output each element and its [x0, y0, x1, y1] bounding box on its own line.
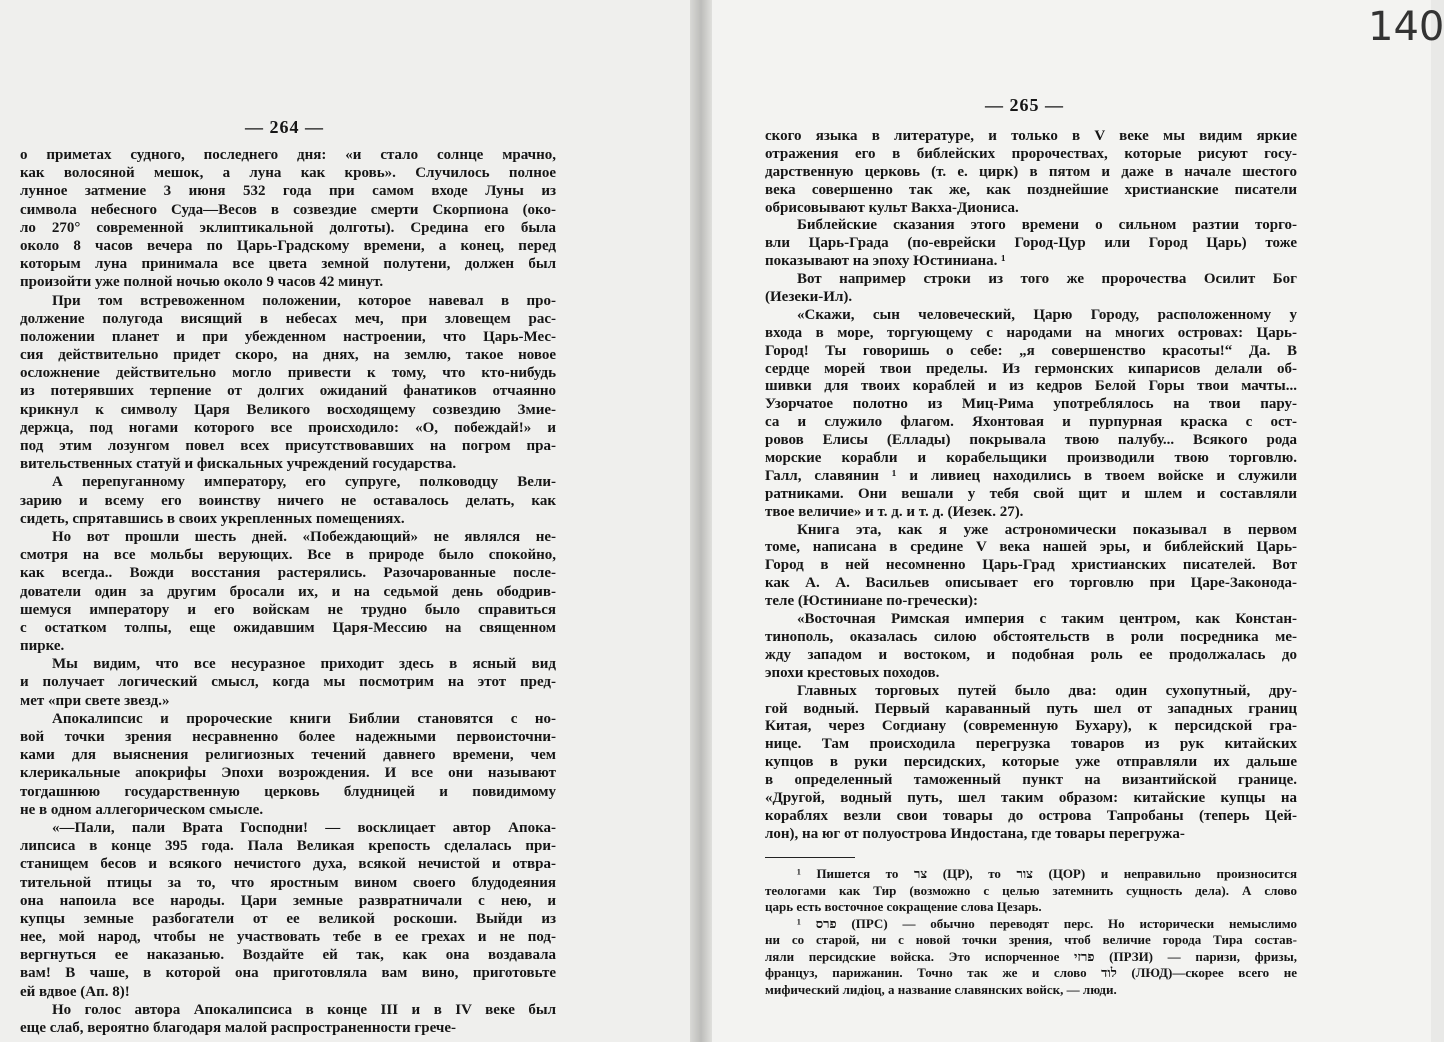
text-line: вли Царь-Града (по-еврейски Город-Цур или Город Царь) тоже [765, 235, 1297, 252]
text-line: Узорчатое полотно из Миц-Рима употреблялось на твои пару- [765, 396, 1297, 413]
text-line: Город! Ты говоришь о себе: „я совершенство красоты!“ Да. В [765, 342, 1297, 359]
text-line: под этим лозунгом повел всех присутствовавших на погром пра- [20, 438, 556, 454]
text-line: шемуся императору и его войскам не трудно было справиться [20, 601, 556, 618]
text-line: с остатком толпы, еще ожидавшим Царя-Мессию на священном [20, 619, 556, 636]
handwritten-page-mark: 140 [1368, 4, 1444, 50]
footnote-rule [765, 857, 855, 858]
text-line: вой точки зрения несравненно более надежными первоисточни- [20, 729, 556, 745]
text-line: в определенный таможенный пункт на византийской границе. [765, 772, 1297, 789]
text-line: При том встревоженном положении, которое навевал в про- [52, 292, 556, 309]
text-line: мет «при свете звезд.» [20, 692, 170, 709]
text-line: вительственных статуй и фискальных учреждений государства. [20, 456, 457, 473]
text-line: вам! В чаше, в которой она приготовляла вам вино, приготовьте [20, 965, 556, 982]
text-line: морские корабли и корабельщики производили твою торговлю. [765, 450, 1297, 467]
text-line: века совершенно так же, как позднейшие христианские писатели [765, 181, 1297, 198]
text-line: ни со старой, ни с новой точки зрения, чтоб величие города Тира состав- [765, 932, 1297, 947]
text-line: ¹ Пишется то צר (ЦР), то צור (ЦОР) и неправильно произносится [797, 866, 1297, 881]
left-page-text [20, 146, 556, 1037]
text-line: зарию и всему его воинству ничего не оставалось делать, как [20, 492, 556, 509]
text-line: Мы видим, что все несуразное приходит здесь в ясный вид [52, 656, 556, 673]
text-line: тительной птицы за то, что яростным вином своего блудодеяния [20, 874, 556, 891]
text-line: держца, под ногами которого все происходило: «О, побеждай!» и [20, 419, 556, 436]
text-line: как А. А. Васильев описывает его торговлю при Царе-Законода- [765, 575, 1297, 592]
text-line: эпохи крестовых походов. [765, 664, 940, 681]
text-line: отражения его в библейских пророчествах, которые рисуют госу- [765, 145, 1297, 162]
text-line: дователи один за другим бросали их, и на седьмой день ободрив- [20, 583, 556, 600]
text-line: о приметах судного, последнего дня: «и стало солнце мрачно, [20, 147, 556, 163]
text-line: Книга эта, как я уже астрономически показывал в первом [797, 521, 1297, 538]
text-line: Город в ней несомненно Царь-Град христианских писателей. Вот [765, 557, 1297, 574]
text-line: ¹ פרס (ПРС) — обычно переводят перс. Но исторически немыслимо [797, 915, 1297, 931]
text-line: «Восточная Римская империя с таким центром, как Констан- [797, 611, 1297, 628]
text-line: твое величие» и т. д. и т. д. (Иезек. 27). [765, 503, 1024, 520]
text-line: Вот например строки из того же пророчества Осилит Бог [797, 271, 1297, 288]
text-line: ло 270° современной эклиптикальной долготы). Средина его была [20, 219, 556, 236]
text-line: А перепуганному императору, его супруге, полководцу Вели- [52, 474, 556, 491]
text-line: сидеть, спрятавшись в своих укрепленных помещениях. [20, 510, 405, 527]
text-line: не в одном аллегорическом смысле. [20, 801, 264, 818]
text-line: ратниками. Они вешали у тебя свой щит и шлем и составляли [765, 485, 1297, 502]
text-line: нее, мой народ, чтобы не участвовать тебе в ее грехах и не под- [20, 929, 556, 946]
text-line: лунное затмение 3 июня 532 года при самом входе Луны из [20, 183, 556, 200]
text-line: станищем бесов и всякого нечистого духа, всякой нечистой и отвра- [20, 856, 556, 873]
text-line: ей вдвое (Ап. 8)! [20, 983, 130, 1000]
text-line: (Иезеки-Ил). [765, 289, 853, 306]
text-line: жду западом и востоком, и подобная роль ее продолжалась до [765, 646, 1297, 663]
text-line: тинополь, оказалась силою обстоятельств в роли посредника ме- [765, 628, 1297, 645]
text-line: теологами как Тир (возможно с целью затемнить сущность дела). А слово [765, 882, 1297, 898]
footnotes [765, 866, 1297, 998]
text-line: тогдашнюю государственную церковь блудницей и повидимому [20, 783, 556, 800]
text-line: са и служило флагом. Яхонтовая и пурпурная краска с ост- [765, 414, 1297, 431]
text-line: пирке. [20, 638, 65, 655]
text-line: из потерявших терпение от долгих ожиданий фанатиков отчаянно [20, 383, 556, 400]
text-line: Но голос автора Апокалипсиса в конце III и в IV веке был [52, 1001, 556, 1018]
text-line: ровов Елисы (Еллады) покрывала твою палубу... Всякого рода [765, 432, 1297, 449]
text-line: Апокалипсис и пророческие книги Библии становятся с но- [52, 710, 556, 727]
text-line: Главных торговых путей было два: один сухопутный, дру- [797, 682, 1297, 699]
text-line: лон), на юг от полуострова Индостана, где товары перегружа- [765, 825, 1185, 842]
text-line: Но вот прошли шесть дней. «Побеждающий» не являлся не- [52, 528, 556, 545]
page-number-left: — 264 — [245, 117, 324, 137]
text-line: «—Пали, пали Врата Господни! — восклицает автор Апока- [52, 819, 556, 836]
text-line: царь есть восточное сокращение слова Цезарь. [765, 899, 1042, 914]
text-line: купцы земные разбогатели от ее великой роскоши. Выйди из [20, 910, 556, 927]
text-line: нице. Там происходила перегрузка товаров из рук китайских [765, 736, 1297, 753]
text-line: ского языка в литературе, и только в V веке мы видим яркие [765, 128, 1297, 144]
text-line: показывают на эпоху Юстиниана. ¹ [765, 253, 1006, 270]
text-line: мифический лидiоц, а название славянских войск, — люди. [765, 981, 1117, 997]
text-line: вергнуться ее наказанью. Воздайте ей так, как она воздавала [20, 947, 556, 964]
text-line: шивки для твоих кораблей и из кедров Белой Горы твои мачты... [765, 378, 1297, 395]
book-gutter [690, 0, 712, 1042]
text-line: Галл, славянин ¹ и ливиец находились в твоем войске и служили [765, 467, 1297, 484]
text-line: гой водный. Первый караванный путь шел от западных границ [765, 700, 1297, 717]
text-line: ляли персидские войска. Это испорченное פרזי (ПРЗИ) — паризи, фризы, [765, 948, 1297, 964]
text-line: произойти уже полной ночью около 9 часов 42 минут. [20, 274, 384, 291]
page-number-right: — 265 — [985, 95, 1064, 115]
text-line: обрисовывают культ Вакха-Диониса. [765, 199, 1019, 216]
text-line: и получает логический смысл, когда мы посмотрим на этот пред- [20, 674, 556, 691]
text-line: смотря на все мольбы верующих. Все в природе было спокойно, [20, 547, 556, 564]
text-line: положении планет и при убежденном настроении, что Царь-Мес- [20, 328, 556, 345]
text-line: купцов в руки персидских, которые уже отправляли их дальше [765, 754, 1297, 771]
text-line: крикнул к символу Царя Великого восходящему созвездию Змие- [20, 401, 556, 418]
text-line: как волосяной мешок, а луна как кровь». Случилось полное [20, 165, 556, 182]
text-line: теле (Юстиниане по-гречески): [765, 593, 979, 610]
text-line: символа небесного Суда—Весов в созвездие смерти Скорпиона (око- [20, 201, 556, 218]
text-line: она напоила все народы. Цари земные развратничали с нею, и [20, 892, 556, 909]
text-line: «Скажи, сын человеческий, Царю Городу, расположенному у [797, 306, 1297, 323]
text-line: француз, парижанин. Точно так же и слово לוד (ЛЮД)—скорее всего не [765, 965, 1297, 980]
text-line: входа в море, торгующему с народами на многих островах: Царь- [765, 324, 1297, 341]
text-line: ками для выяснения религиозных течений давнего времени, чем [20, 747, 556, 764]
text-line: осложнение действительно могло привести к тому, что кто-нибудь [20, 365, 556, 382]
text-line: Библейские сказания этого времени о сильном разтии торго- [797, 217, 1297, 234]
text-line: еще слаб, вероятно благодаря малой распространенности грече- [20, 1020, 456, 1036]
text-line: кораблях везли свои товары до острова Тапробаны (теперь Цей- [765, 807, 1297, 824]
text-line: как всегда.. Вожди восстания растерялись. Разочарованные после- [20, 565, 556, 582]
text-line: «Другой, водный путь, шел таким образом: китайские купцы на [765, 789, 1297, 806]
text-line: томе, написана в средине V века нашей эры, и библейский Царь- [765, 539, 1297, 556]
right-page-text [765, 128, 1297, 844]
text-line: которым луна принимала все цвета земной полутени, должен был [20, 256, 556, 273]
text-line: дарственную церковь (т. е. цирк) в пятом и даже в начале шестого [765, 163, 1297, 180]
text-line: около 8 часов вечера по Царь-Градскому времени, а конец, перед [20, 237, 556, 254]
text-line: липсиса в конце 395 года. Пала Великая крепость сделалась при- [20, 838, 556, 855]
text-line: Китая, через Согдиану (современную Бухару), к персидской гра- [765, 718, 1297, 735]
text-line: сия действительно придет скоро, на днях, на землю, такое новое [20, 347, 556, 364]
text-line: клерикальные апокрифы Эпохи возрождения. И все они называют [20, 765, 556, 782]
text-line: должение полугода висящий в небесах меч, при зловещем рас- [20, 310, 556, 327]
text-line: сердце морей твои пределы. Из гермонских кипарисов делали об- [765, 360, 1297, 377]
